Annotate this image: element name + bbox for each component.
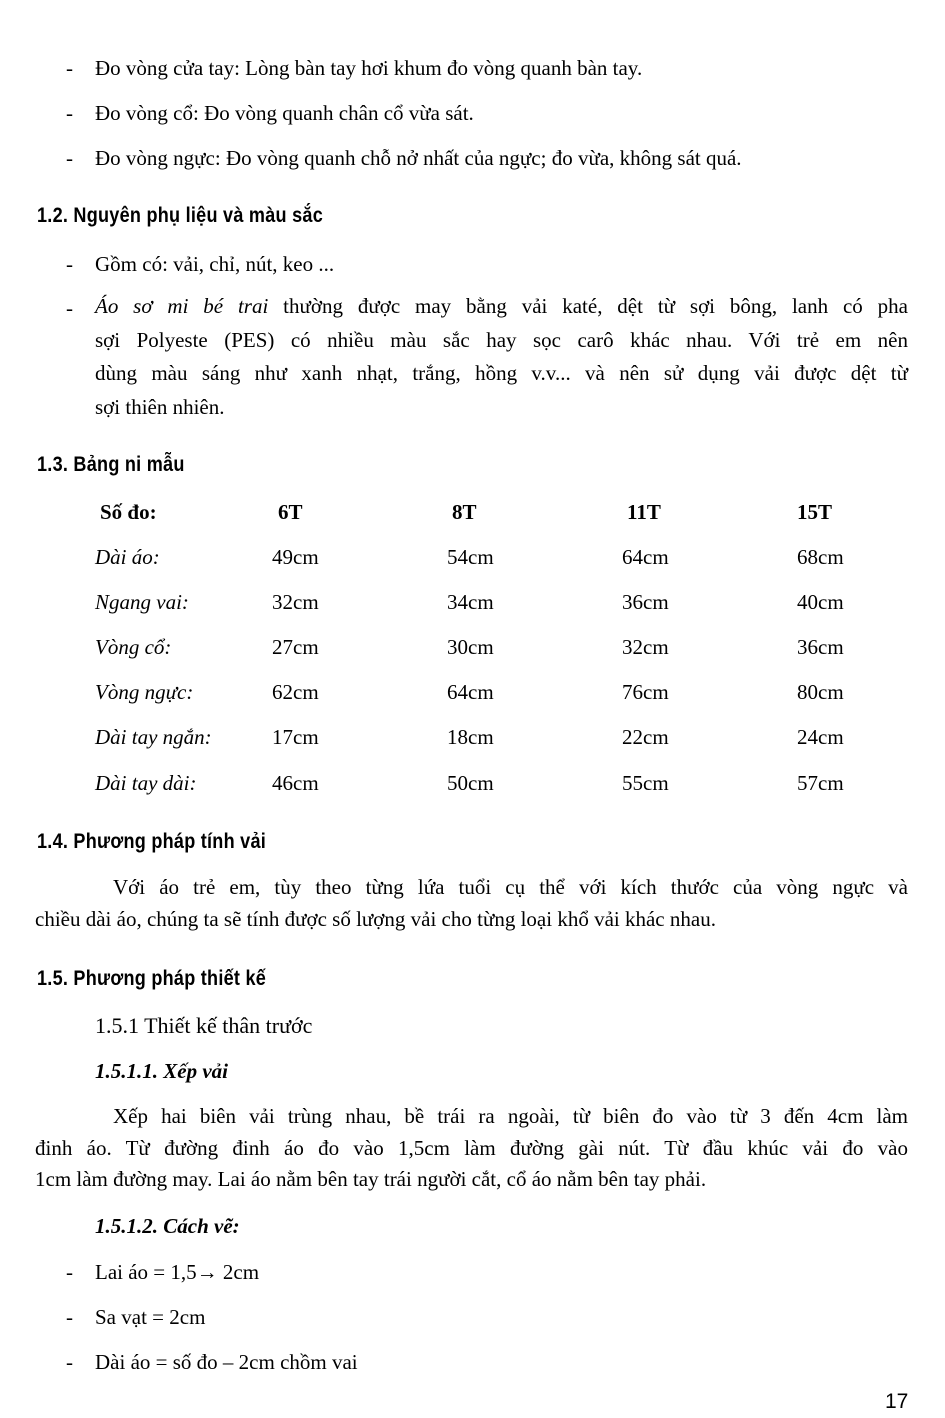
subsubsection-heading-1-5-1-2: 1.5.1.2. Cách vẽ: xyxy=(95,1214,240,1238)
paragraph-line: Với áo trẻ em, tùy theo từng lứa tuổi cụ thể với kích thước của vòng ngực và xyxy=(113,875,908,899)
table-cell: 46cm xyxy=(272,771,319,795)
table-cell: 34cm xyxy=(447,590,494,614)
section-heading-1-5: 1.5. Phương pháp thiết kế xyxy=(37,967,267,990)
table-cell: 68cm xyxy=(797,545,844,569)
paragraph-fabric-layout xyxy=(35,1101,908,1196)
paragraph-line: 1cm làm đường may. Lai áo nằm bên tay trái người cắt, cổ áo nằm bên tay phải. xyxy=(35,1167,707,1191)
paragraph-line: chiều dài áo, chúng ta sẽ tính được số lượng vải cho từng loại khổ vải khác nhau. xyxy=(35,906,716,931)
subsection-heading-1-5-1: 1.5.1 Thiết kế thân trước xyxy=(95,1013,313,1038)
bullet-marker: - xyxy=(66,252,73,276)
table-cell: 30cm xyxy=(447,635,494,659)
table-cell: 24cm xyxy=(797,725,844,749)
table-cell: 49cm xyxy=(272,545,319,569)
table-row-label: Dài tay dài: xyxy=(95,771,197,795)
bullet-text-chest: Đo vòng ngực: Đo vòng quanh chỗ nở nhất của ngực; đo vừa, không sát quá. xyxy=(95,146,742,170)
table-row-label: Dài áo: xyxy=(95,545,160,569)
bullet-marker: - xyxy=(66,1305,73,1329)
table-cell: 36cm xyxy=(797,635,844,659)
table-header-cell: 6T xyxy=(278,500,303,524)
table-cell: 32cm xyxy=(272,590,319,614)
table-cell: 62cm xyxy=(272,680,319,704)
bullet-marker: - xyxy=(66,56,73,80)
paragraph-line xyxy=(95,290,908,324)
subsubsection-heading-1-5-1-1: 1.5.1.1. Xếp vải xyxy=(95,1059,228,1083)
table-cell: 18cm xyxy=(447,725,494,749)
bullet-marker: - xyxy=(66,296,73,320)
italic-term-shirt: Áo sơ mi bé trai xyxy=(95,294,269,318)
table-row-label: Ngang vai: xyxy=(95,590,189,614)
bullet-marker: - xyxy=(66,146,73,170)
paragraph-line: sợi Polyeste (PES) có nhiều màu sắc hay sọc carô khác nhau. Với trẻ em nên xyxy=(95,327,908,352)
table-cell: 64cm xyxy=(622,545,669,569)
table-header-cell: 11T xyxy=(627,500,661,524)
bullet-marker: - xyxy=(66,101,73,125)
table-cell: 55cm xyxy=(622,771,669,795)
table-cell: 54cm xyxy=(447,545,494,569)
bullet-marker: - xyxy=(66,1260,73,1284)
table-header-cell: 15T xyxy=(797,500,833,524)
paragraph-line: Xếp hai biên vải trùng nhau, bề trái ra ngoài, từ biên đo vào từ 3 đến 4cm làm xyxy=(113,1104,908,1128)
bullet-text-hem: Lai áo = 1,5→ 2cm xyxy=(95,1260,260,1284)
table-cell: 22cm xyxy=(622,725,669,749)
bullet-text-cuff: Đo vòng cửa tay: Lòng bàn tay hơi khum đo vòng quanh bàn tay. xyxy=(95,56,643,80)
section-heading-1-3: 1.3. Bảng ni mẫu xyxy=(37,453,185,476)
table-cell: 40cm xyxy=(797,590,844,614)
bullet-marker: - xyxy=(66,1350,73,1374)
bullet-text-flare: Sa vạt = 2cm xyxy=(95,1305,206,1329)
bullet-text-neck: Đo vòng cổ: Đo vòng quanh chân cổ vừa sát. xyxy=(95,101,474,125)
table-cell: 17cm xyxy=(272,725,319,749)
table-row-label: Vòng ngực: xyxy=(95,680,194,704)
paragraph-fabric-calculation xyxy=(35,872,908,935)
paragraph-line: đinh áo. Từ đường đinh áo đo vào 1,5cm làm đường gài nút. Từ đầu khúc vải đo vào xyxy=(35,1135,908,1160)
table-cell: 32cm xyxy=(622,635,669,659)
table-cell: 57cm xyxy=(797,771,844,795)
paragraph-fabric-description xyxy=(95,290,908,424)
table-cell: 76cm xyxy=(622,680,669,704)
bullet-text-length: Dài áo = số đo – 2cm chồm vai xyxy=(95,1350,358,1374)
page-number: 17 xyxy=(885,1390,909,1413)
paragraph-line: sợi thiên nhiên. xyxy=(95,394,225,419)
bullet-text-materials: Gồm có: vải, chỉ, nút, keo ... xyxy=(95,252,335,276)
section-heading-1-4: 1.4. Phương pháp tính vải xyxy=(37,830,267,853)
paragraph-line: dùng màu sáng như xanh nhạt, trắng, hồng v.v... và nên sử dụng vải được dệt từ xyxy=(95,361,908,385)
table-header-cell: 8T xyxy=(452,500,477,524)
table-cell: 50cm xyxy=(447,771,494,795)
text-run: thường được may bằng vải katé, dệt từ sợi bông, lanh có pha xyxy=(268,294,908,318)
table-header-cell: Số đo: xyxy=(100,500,157,524)
table-cell: 27cm xyxy=(272,635,319,659)
table-cell: 64cm xyxy=(447,680,494,704)
table-cell: 80cm xyxy=(797,680,844,704)
table-row-label: Vòng cổ: xyxy=(95,635,172,659)
table-row-label: Dài tay ngắn: xyxy=(95,725,212,749)
table-cell: 36cm xyxy=(622,590,669,614)
section-heading-1-2: 1.2. Nguyên phụ liệu và màu sắc xyxy=(37,204,324,227)
